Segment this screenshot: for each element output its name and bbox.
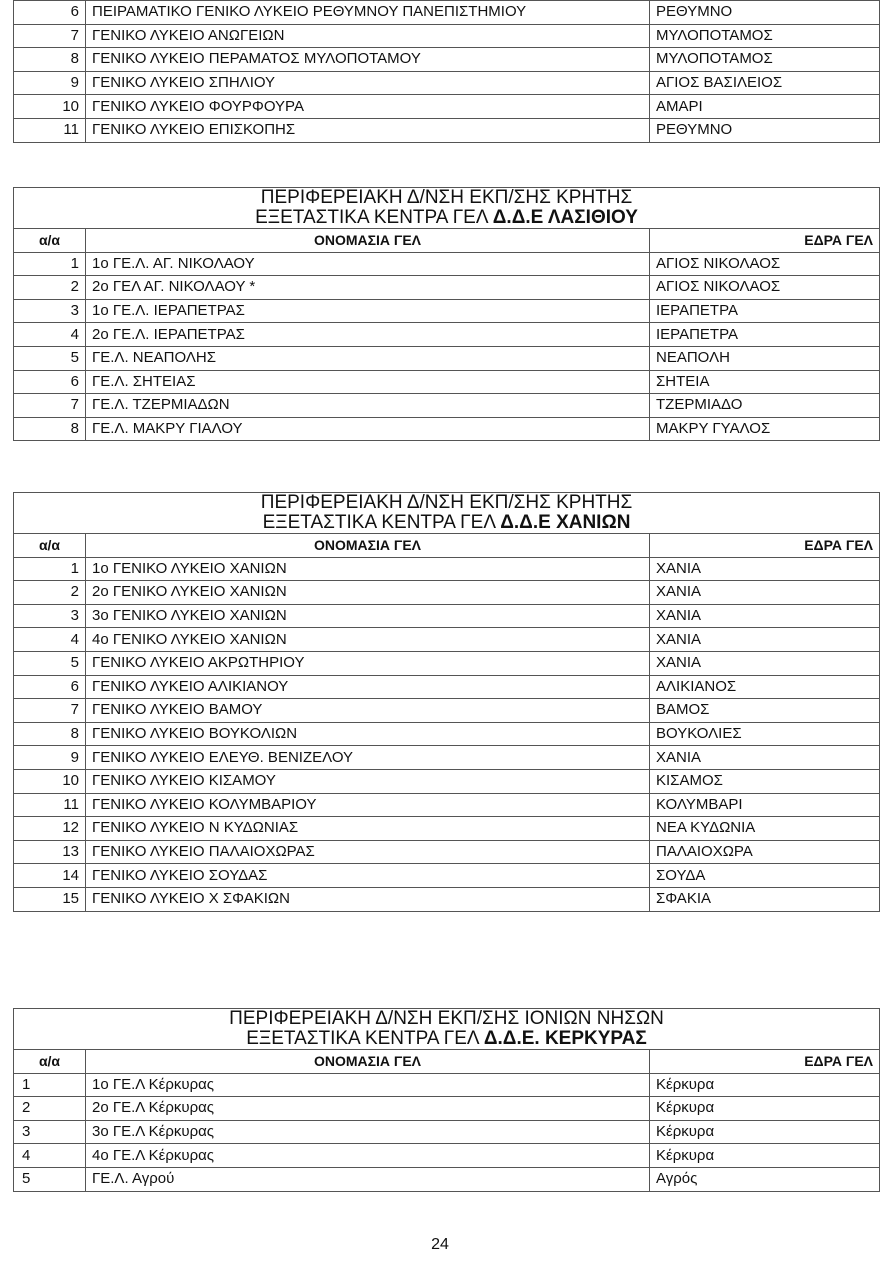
row-num: 3 [14, 604, 86, 628]
lasithi-table [13, 187, 880, 441]
table-row [14, 323, 880, 347]
header-name: ΟΝΟΜΑΣΙΑ ΓΕΛ [86, 534, 650, 558]
row-num: 1 [14, 557, 86, 581]
table-row [14, 840, 880, 864]
table-row [14, 417, 880, 441]
table-row [14, 628, 880, 652]
row-school-seat: Αγρός [650, 1167, 880, 1191]
row-school-name: ΓΕΝΙΚΟ ΛΥΚΕΙΟ ΑΝΩΓΕΙΩΝ [86, 24, 650, 48]
row-school-seat: ΝΕΑ ΚΥΔΩΝΙΑ [650, 817, 880, 841]
row-school-seat: ΠΑΛΑΙΟΧΩΡΑ [650, 840, 880, 864]
row-num: 2 [14, 581, 86, 605]
table-row [14, 887, 880, 911]
row-school-name: 1ο ΓΕ.Λ. ΙΕΡΑΠΕΤΡΑΣ [86, 299, 650, 323]
table-row [14, 252, 880, 276]
table-row [14, 48, 880, 72]
row-school-seat: ΜΥΛΟΠΟΤΑΜΟΣ [650, 48, 880, 72]
lasithi-title-line2: ΕΞΕΤΑΣΤΙΚΑ ΚΕΝΤΡΑ ΓΕΛ Δ.Δ.Ε ΛΑΣΙΘΙΟΥ [255, 207, 638, 228]
chania-title-line2: ΕΞΕΤΑΣΤΙΚΑ ΚΕΝΤΡΑ ΓΕΛ Δ.Δ.Ε ΧΑΝΙΩΝ [262, 512, 631, 533]
header-name: ΟΝΟΜΑΣΙΑ ΓΕΛ [86, 1050, 650, 1074]
row-school-name: 1ο ΓΕ.Λ. ΑΓ. ΝΙΚΟΛΑΟΥ [86, 252, 650, 276]
row-school-seat: ΧΑΝΙΑ [650, 651, 880, 675]
row-school-name: ΓΕΝΙΚΟ ΛΥΚΕΙΟ Χ ΣΦΑΚΙΩΝ [86, 887, 650, 911]
row-school-name: 3ο ΓΕΝΙΚΟ ΛΥΚΕΙΟ ΧΑΝΙΩΝ [86, 604, 650, 628]
row-school-seat: ΤΖΕΡΜΙΑΔΟ [650, 394, 880, 418]
row-num: 9 [14, 71, 86, 95]
row-num: 3 [14, 1120, 86, 1144]
row-num: 8 [14, 417, 86, 441]
header-seat: ΕΔΡΑ ΓΕΛ [650, 229, 880, 253]
rethymno-continuation-table [13, 0, 880, 143]
row-school-name: 4ο ΓΕΝΙΚΟ ΛΥΚΕΙΟ ΧΑΝΙΩΝ [86, 628, 650, 652]
chania-table [13, 492, 880, 912]
table-row [14, 817, 880, 841]
row-num: 5 [14, 651, 86, 675]
row-school-seat: ΙΕΡΑΠΕΤΡΑ [650, 299, 880, 323]
table-row [14, 864, 880, 888]
row-num: 6 [14, 370, 86, 394]
row-num: 6 [14, 1, 86, 25]
row-num: 4 [14, 323, 86, 347]
row-num: 3 [14, 299, 86, 323]
row-school-name: 4ο ΓΕ.Λ Κέρκυρας [86, 1144, 650, 1168]
table-row [14, 299, 880, 323]
row-num: 9 [14, 746, 86, 770]
row-num: 1 [14, 252, 86, 276]
row-school-seat: ΚΙΣΑΜΟΣ [650, 769, 880, 793]
row-school-name: ΠΕΙΡΑΜΑΤΙΚΟ ΓΕΝΙΚΟ ΛΥΚΕΙΟ ΡΕΘΥΜΝΟΥ ΠΑΝΕΠΙΣΤΗΜΙΟΥ [86, 1, 650, 25]
row-num: 11 [14, 118, 86, 142]
kerkyra-title-line1: ΠΕΡΙΦΕΡΕΙΑΚΗ Δ/ΝΣΗ ΕΚΠ/ΣΗΣ ΙΟΝΙΩΝ ΝΗΣΩΝ [229, 1008, 664, 1029]
row-school-name: ΓΕΝΙΚΟ ΛΥΚΕΙΟ ΠΕΡΑΜΑΤΟΣ ΜΥΛΟΠΟΤΑΜΟΥ [86, 48, 650, 72]
table-row [14, 1097, 880, 1121]
table-row [14, 71, 880, 95]
row-school-seat: ΜΑΚΡΥ ΓΥΑΛΟΣ [650, 417, 880, 441]
row-num: 2 [14, 1097, 86, 1121]
row-school-name: ΓΕ.Λ. ΝΕΑΠΟΛΗΣ [86, 346, 650, 370]
row-num: 8 [14, 48, 86, 72]
table-row [14, 1, 880, 25]
row-school-seat: ΑΓΙΟΣ ΝΙΚΟΛΑΟΣ [650, 276, 880, 300]
row-num: 10 [14, 769, 86, 793]
row-school-name: ΓΕ.Λ. Αγρού [86, 1167, 650, 1191]
row-school-seat: ΧΑΝΙΑ [650, 746, 880, 770]
row-num: 4 [14, 1144, 86, 1168]
table-row [14, 24, 880, 48]
table-row [14, 581, 880, 605]
row-school-name: ΓΕΝΙΚΟ ΛΥΚΕΙΟ ΚΙΣΑΜΟΥ [86, 769, 650, 793]
row-school-seat: Κέρκυρα [650, 1073, 880, 1097]
table-row [14, 746, 880, 770]
row-school-name: ΓΕΝΙΚΟ ΛΥΚΕΙΟ ΒΟΥΚΟΛΙΩΝ [86, 722, 650, 746]
header-num: α/α [14, 534, 86, 558]
table-row [14, 1120, 880, 1144]
row-school-name: ΓΕΝΙΚΟ ΛΥΚΕΙΟ ΣΟΥΔΑΣ [86, 864, 650, 888]
row-school-seat: ΧΑΝΙΑ [650, 581, 880, 605]
row-num: 6 [14, 675, 86, 699]
row-school-seat: ΣΦΑΚΙΑ [650, 887, 880, 911]
row-num: 14 [14, 864, 86, 888]
row-school-name: ΓΕ.Λ. ΤΖΕΡΜΙΑΔΩΝ [86, 394, 650, 418]
chania-title-line1: ΠΕΡΙΦΕΡΕΙΑΚΗ Δ/ΝΣΗ ΕΚΠ/ΣΗΣ ΚΡΗΤΗΣ [260, 492, 633, 513]
table-row [14, 276, 880, 300]
row-school-name: ΓΕΝΙΚΟ ΛΥΚΕΙΟ ΕΠΙΣΚΟΠΗΣ [86, 118, 650, 142]
table-row [14, 722, 880, 746]
row-school-seat: Κέρκυρα [650, 1144, 880, 1168]
row-school-seat: ΝΕΑΠΟΛΗ [650, 346, 880, 370]
row-school-seat: ΑΓΙΟΣ ΝΙΚΟΛΑΟΣ [650, 252, 880, 276]
row-num: 7 [14, 24, 86, 48]
row-school-name: 2ο ΓΕ.Λ. ΙΕΡΑΠΕΤΡΑΣ [86, 323, 650, 347]
row-school-name: ΓΕ.Λ. ΣΗΤΕΙΑΣ [86, 370, 650, 394]
chania-title [14, 493, 880, 534]
row-school-seat: ΧΑΝΙΑ [650, 557, 880, 581]
table-row [14, 394, 880, 418]
row-num: 2 [14, 276, 86, 300]
table-row [14, 1144, 880, 1168]
row-num: 12 [14, 817, 86, 841]
lasithi-title-line1: ΠΕΡΙΦΕΡΕΙΑΚΗ Δ/ΝΣΗ ΕΚΠ/ΣΗΣ ΚΡΗΤΗΣ [260, 187, 633, 208]
row-num: 15 [14, 887, 86, 911]
row-school-name: 2ο ΓΕ.Λ Κέρκυρας [86, 1097, 650, 1121]
header-num: α/α [14, 1050, 86, 1074]
row-school-seat: ΣΗΤΕΙΑ [650, 370, 880, 394]
row-school-name: ΓΕΝΙΚΟ ΛΥΚΕΙΟ ΣΠΗΛΙΟΥ [86, 71, 650, 95]
row-num: 4 [14, 628, 86, 652]
row-school-name: ΓΕΝΙΚΟ ΛΥΚΕΙΟ ΒΑΜΟΥ [86, 699, 650, 723]
row-school-name: 3ο ΓΕ.Λ Κέρκυρας [86, 1120, 650, 1144]
row-school-seat: ΜΥΛΟΠΟΤΑΜΟΣ [650, 24, 880, 48]
page-number: 24 [431, 1236, 449, 1253]
table-row [14, 346, 880, 370]
header-name: ΟΝΟΜΑΣΙΑ ΓΕΛ [86, 229, 650, 253]
row-school-name: 2ο ΓΕΛ ΑΓ. ΝΙΚΟΛΑΟΥ * [86, 276, 650, 300]
table-row [14, 699, 880, 723]
row-school-name: ΓΕΝΙΚΟ ΛΥΚΕΙΟ ΑΚΡΩΤΗΡΙΟΥ [86, 651, 650, 675]
table-row [14, 1073, 880, 1097]
row-school-name: 1ο ΓΕ.Λ Κέρκυρας [86, 1073, 650, 1097]
header-num: α/α [14, 229, 86, 253]
kerkyra-table [13, 1008, 880, 1192]
row-num: 5 [14, 346, 86, 370]
row-school-seat: ΒΟΥΚΟΛΙΕΣ [650, 722, 880, 746]
row-school-seat: ΧΑΝΙΑ [650, 628, 880, 652]
row-school-seat: Κέρκυρα [650, 1120, 880, 1144]
row-school-name: ΓΕΝΙΚΟ ΛΥΚΕΙΟ Ν ΚΥΔΩΝΙΑΣ [86, 817, 650, 841]
row-school-seat: ΚΟΛΥΜΒΑΡΙ [650, 793, 880, 817]
row-school-name: ΓΕΝΙΚΟ ΛΥΚΕΙΟ ΚΟΛΥΜΒΑΡΙΟΥ [86, 793, 650, 817]
table-row [14, 557, 880, 581]
table-row [14, 95, 880, 119]
table-row [14, 675, 880, 699]
row-num: 13 [14, 840, 86, 864]
header-seat: ΕΔΡΑ ΓΕΛ [650, 1050, 880, 1074]
lasithi-title [14, 188, 880, 229]
row-school-seat: Κέρκυρα [650, 1097, 880, 1121]
row-num: 8 [14, 722, 86, 746]
row-school-seat: ΡΕΘΥΜΝΟ [650, 118, 880, 142]
row-school-name: 1ο ΓΕΝΙΚΟ ΛΥΚΕΙΟ ΧΑΝΙΩΝ [86, 557, 650, 581]
row-school-name: ΓΕ.Λ. ΜΑΚΡΥ ΓΙΑΛΟΥ [86, 417, 650, 441]
table-row [14, 604, 880, 628]
row-school-seat: ΣΟΥΔΑ [650, 864, 880, 888]
row-num: 5 [14, 1167, 86, 1191]
row-school-name: ΓΕΝΙΚΟ ΛΥΚΕΙΟ ΠΑΛΑΙΟΧΩΡΑΣ [86, 840, 650, 864]
row-num: 7 [14, 699, 86, 723]
row-school-name: ΓΕΝΙΚΟ ΛΥΚΕΙΟ ΑΛΙΚΙΑΝΟΥ [86, 675, 650, 699]
row-school-seat: ΧΑΝΙΑ [650, 604, 880, 628]
row-school-seat: ΙΕΡΑΠΕΤΡΑ [650, 323, 880, 347]
row-num: 10 [14, 95, 86, 119]
header-seat: ΕΔΡΑ ΓΕΛ [650, 534, 880, 558]
kerkyra-title-line2: ΕΞΕΤΑΣΤΙΚΑ ΚΕΝΤΡΑ ΓΕΛ Δ.Δ.Ε. ΚΕΡΚΥΡΑΣ [246, 1028, 647, 1049]
table-row [14, 651, 880, 675]
row-num: 7 [14, 394, 86, 418]
table-row [14, 370, 880, 394]
row-school-seat: ΑΛΙΚΙΑΝΟΣ [650, 675, 880, 699]
kerkyra-title [14, 1009, 880, 1050]
table-row [14, 793, 880, 817]
row-school-name: ΓΕΝΙΚΟ ΛΥΚΕΙΟ ΦΟΥΡΦΟΥΡΑ [86, 95, 650, 119]
row-school-seat: ΒΑΜΟΣ [650, 699, 880, 723]
table-row [14, 1167, 880, 1191]
row-school-seat: ΑΓΙΟΣ ΒΑΣΙΛΕΙΟΣ [650, 71, 880, 95]
table-row [14, 769, 880, 793]
row-school-name: ΓΕΝΙΚΟ ΛΥΚΕΙΟ ΕΛΕΥΘ. ΒΕΝΙΖΕΛΟΥ [86, 746, 650, 770]
row-school-name: 2ο ΓΕΝΙΚΟ ΛΥΚΕΙΟ ΧΑΝΙΩΝ [86, 581, 650, 605]
row-num: 1 [14, 1073, 86, 1097]
table-row [14, 118, 880, 142]
row-num: 11 [14, 793, 86, 817]
row-school-seat: ΡΕΘΥΜΝΟ [650, 1, 880, 25]
row-school-seat: ΑΜΑΡΙ [650, 95, 880, 119]
